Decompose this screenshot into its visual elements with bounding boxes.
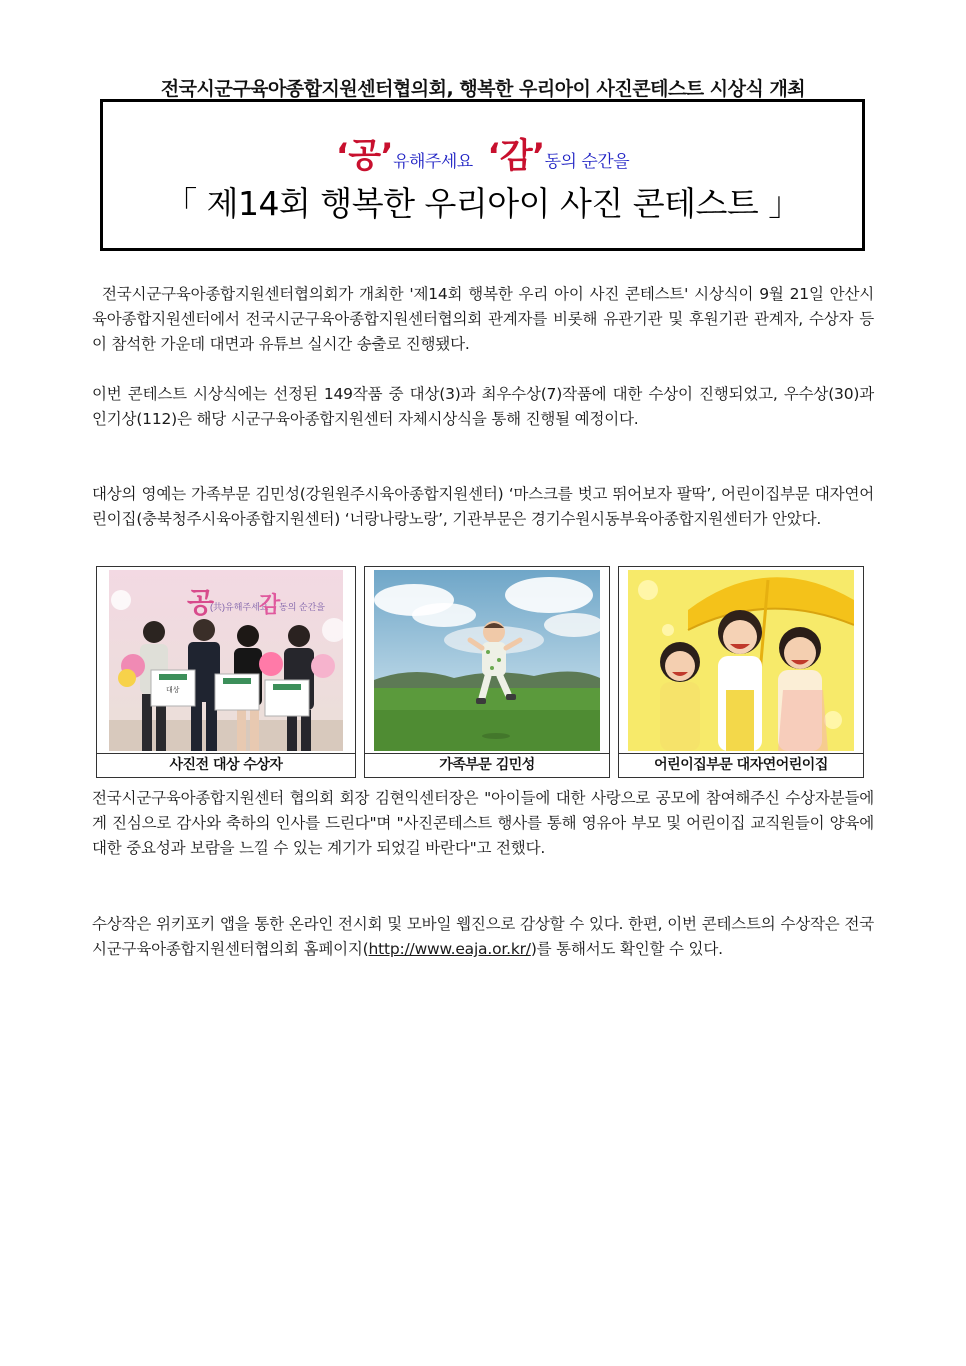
slogan-gong-rest: 유해주세요: [393, 152, 473, 172]
photo-daycare-category: [618, 566, 864, 778]
exhibition-text: 수상작은 위키포키 앱을 통한 온라인 전시회 및 모바일 웹진으로 감상할 수 있다. 한편, 이번 콘테스트의 수상작은 전국시군구육아종합지원센터협의회 홈페이지(: [92, 915, 874, 958]
paragraph-ceremony: 전국시군구육아종합지원센터협의회가 개최한 '제14회 행복한 우리 아이 사진 콘테스트' 시상식이 9월 21일 안산시육아종합지원센터에서 전국시군구육아종합지원센터협의회 관계자를 비롯해 유관기관 및 후원기관 관계자, 수상자 등이 참석한 가운데 대면과 유튜브 실시간 송출로 진행됐다.: [92, 285, 874, 353]
jumping-child-image: [374, 570, 600, 752]
slogan-gam-rest: 동의 순간을: [544, 152, 630, 172]
banner-gong-mark: 공: [187, 587, 215, 618]
photo-family-category: [364, 566, 610, 778]
homepage-link[interactable]: http://www.eaja.or.kr/: [368, 940, 531, 958]
slogan: [103, 128, 862, 177]
slogan-gong: ‘공’: [335, 136, 394, 176]
exhibition-text-end: )를 통해서도 확인할 수 있다.: [530, 940, 723, 958]
certificate-label: 대상: [166, 687, 180, 694]
photo-caption-award-winners: 사진전 대상 수상자: [97, 753, 355, 777]
paragraph-awards: 이번 콘테스트 시상식에는 선정된 149작품 중 대상(3)과 최우수상(7)작품에 대한 수상이 진행되었고, 우수상(30)과 인기상(112)은 해당 시군구육아종합지원센터 자체시상식을 통해 진행될 예정이다.: [92, 385, 874, 428]
award-winners-image: [109, 570, 343, 752]
photo-award-winners: [96, 566, 356, 778]
contest-title: 「 제14회 행복한 우리아이 사진 콘테스트 」: [164, 184, 801, 223]
svg-text:(共)유해주세요: (共)유해주세요: [210, 602, 269, 612]
svg-text:동의 순간을: 동의 순간을: [279, 602, 325, 612]
title-box: [100, 99, 865, 251]
paragraph-grand-prize: 대상의 영예는 가족부문 김민성(강원원주시육아종합지원센터) ‘마스크를 벗고 뛰어보자 팔딱’, 어린이집부문 대자연어린이집(충북청주시육아종합지원센터) ‘너랑나랑노랑’, 기관부문은 경기수원시동부육아종합지원센터가 안았다.: [92, 485, 874, 528]
paragraph-exhibition: [92, 912, 874, 962]
photo-caption-daycare-category: 어린이집부문 대자연어린이집: [619, 753, 863, 777]
photo-caption-family-category: 가족부문 김민성: [365, 753, 609, 777]
slogan-gam: ‘감’: [487, 136, 545, 176]
umbrella-children-image: [628, 570, 854, 752]
svg-text:감: 감: [259, 592, 281, 617]
headline: 전국시군구육아종합지원센터협의회, 행복한 우리아이 사진콘테스트 시상식 개최: [160, 78, 806, 100]
paragraph-chairman-quote: 전국시군구육아종합지원센터 협의회 회장 김현익센터장은 "아이들에 대한 사랑으로 공모에 참여해주신 수상자분들에게 진심으로 감사와 축하의 인사를 드린다"며 "사진콘테스트 행사를 통해 영유아 부모 및 어린이집 교직원들이 양육에 대한 중요성과 보람을 느낄 수 있는 계기가 되었길 바란다"고 전했다.: [92, 789, 874, 857]
